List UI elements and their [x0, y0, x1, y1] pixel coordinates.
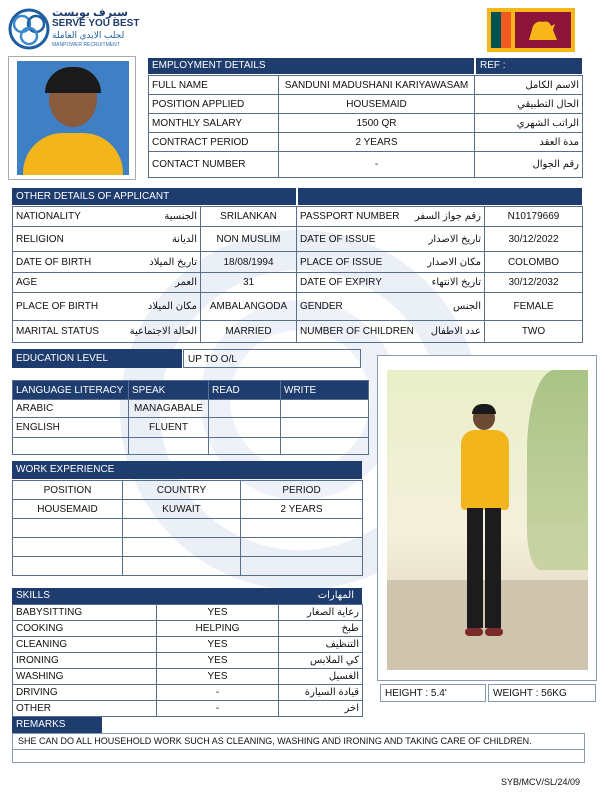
place-of-birth-value: AMBALANGODA [201, 293, 297, 321]
lion-emblem-icon [525, 16, 561, 44]
remarks-header: REMARKS [12, 717, 102, 733]
full-body-photo [377, 355, 597, 699]
date-of-issue-value: 30/12/2022 [485, 227, 583, 252]
skill-driving-label: DRIVING [13, 685, 157, 701]
skill-babysitting-label: BABYSITTING [13, 605, 157, 621]
skill-cooking-value: HELPING [157, 621, 279, 637]
passport-number-label: PASSPORT NUMBER رقم جواز السفر [297, 207, 485, 227]
full-name-arabic: الاسم الكامل [475, 76, 583, 95]
work-period-header: PERIOD [241, 481, 363, 500]
education-level-label: EDUCATION LEVEL [12, 349, 182, 368]
language-arabic: ARABIC [13, 400, 129, 418]
position-applied-label: POSITION APPLIED [149, 95, 279, 114]
english-read [209, 418, 281, 438]
full-name-label: FULL NAME [149, 76, 279, 95]
gender-value: FEMALE [485, 293, 583, 321]
religion-label: RELIGION الديانة [13, 227, 201, 252]
number-of-children-value: TWO [485, 321, 583, 343]
gender-label: GENDER الجنس [297, 293, 485, 321]
contact-number-arabic: رقم الجوال [475, 152, 583, 178]
marital-status-label: MARITAL STATUS الحالة الاجتماعية [13, 321, 201, 343]
ref-header: REF : [476, 58, 582, 74]
weight-value: WEIGHT : 56KG [488, 684, 596, 702]
skills-header-label: SKILLS [16, 590, 50, 601]
contact-number-label: CONTACT NUMBER [149, 152, 279, 178]
employment-table [148, 75, 583, 178]
skills-header [12, 588, 362, 604]
arabic-speak: MANAGABALE [129, 400, 209, 418]
sri-lanka-flag [487, 8, 575, 52]
place-of-issue-value: COLOMBO [485, 252, 583, 273]
skill-washing-arabic: الغسيل [279, 669, 363, 685]
date-of-expiry-value: 30/12/2032 [485, 273, 583, 293]
skill-other-label: OTHER [13, 701, 157, 717]
skill-cooking-arabic: طبخ [279, 621, 363, 637]
skill-cleaning-label: CLEANING [13, 637, 157, 653]
skill-cooking-label: COOKING [13, 621, 157, 637]
age-label: AGE العمر [13, 273, 201, 293]
company-logo [8, 6, 153, 54]
education-level-value: UP TO O/L [183, 349, 361, 368]
marital-status-value: MARRIED [201, 321, 297, 343]
monthly-salary-value: 1500 QR [279, 114, 475, 133]
skill-cleaning-value: YES [157, 637, 279, 653]
contract-period-label: CONTRACT PERIOD [149, 133, 279, 152]
arabic-read [209, 400, 281, 418]
full-name-value: SANDUNI MADUSHANI KARIYAWASAM [279, 76, 475, 95]
logo-arabic: سيرف يوبست [52, 7, 128, 19]
skills-header-arabic: المهارات [317, 590, 354, 601]
work-country-value: KUWAIT [123, 500, 241, 519]
passport-number-value: N10179669 [485, 207, 583, 227]
contract-period-value: 2 YEARS [279, 133, 475, 152]
contract-period-arabic: مدة العقد [475, 133, 583, 152]
position-applied-value: HOUSEMAID [279, 95, 475, 114]
contact-number-value: - [279, 152, 475, 178]
skill-other-arabic: اخر [279, 701, 363, 717]
other-details-table [12, 206, 583, 343]
date-of-birth-label: DATE OF BIRTH تاريخ الميلاد [13, 252, 201, 273]
work-position-value: HOUSEMAID [13, 500, 123, 519]
language-table [12, 380, 369, 455]
monthly-salary-label: MONTHLY SALARY [149, 114, 279, 133]
skill-ironing-arabic: كي الملابس [279, 653, 363, 669]
skill-babysitting-value: YES [157, 605, 279, 621]
work-experience-table [12, 480, 363, 576]
read-header: READ [209, 381, 281, 400]
religion-value: NON MUSLIM [201, 227, 297, 252]
height-value: HEIGHT : 5.4' [380, 684, 486, 702]
logo-english: SERVE YOU BEST [52, 18, 140, 29]
other-details-header: OTHER DETAILS OF APPLICANT [12, 188, 296, 205]
work-position-header: POSITION [13, 481, 123, 500]
remarks-text: SHE CAN DO ALL HOUSEHOLD WORK SUCH AS CLEANING, WASHING AND IRONING AND TAKING CARE OF CHILDREN. [18, 736, 532, 746]
write-header: WRITE [281, 381, 369, 400]
monthly-salary-arabic: الراتب الشهري [475, 114, 583, 133]
skill-babysitting-arabic: رعاية الصغار [279, 605, 363, 621]
skills-table [12, 604, 363, 717]
logo-tagline: MANPOWER RECRUITMENT [52, 42, 120, 48]
english-speak: FLUENT [129, 418, 209, 438]
date-of-issue-label: DATE OF ISSUE تاريخ الاصدار [297, 227, 485, 252]
logo-emblem-icon [8, 8, 50, 50]
arabic-write [281, 400, 369, 418]
nationality-label: NATIONALITY الجنسية [13, 207, 201, 227]
passport-photo [8, 56, 136, 180]
skill-ironing-value: YES [157, 653, 279, 669]
position-applied-arabic: الحال التطبيقي [475, 95, 583, 114]
age-value: 31 [201, 273, 297, 293]
logo-arabic-sub: لجلب الايدي العاملة [52, 30, 125, 40]
work-experience-header: WORK EXPERIENCE [12, 461, 362, 479]
skill-cleaning-arabic: التنظيف [279, 637, 363, 653]
skill-ironing-label: IRONING [13, 653, 157, 669]
other-details-header-right [298, 188, 582, 205]
nationality-value: SRILANKAN [201, 207, 297, 227]
language-english: ENGLISH [13, 418, 129, 438]
skill-other-value: - [157, 701, 279, 717]
work-country-header: COUNTRY [123, 481, 241, 500]
skill-washing-value: YES [157, 669, 279, 685]
place-of-issue-label: PLACE OF ISSUE مكان الاصدار [297, 252, 485, 273]
place-of-birth-label: PLACE OF BIRTH مكان الميلاد [13, 293, 201, 321]
date-of-expiry-label: DATE OF EXPIRY تاريخ الانتهاء [297, 273, 485, 293]
skill-driving-arabic: قيادة السيارة [279, 685, 363, 701]
speak-header: SPEAK [129, 381, 209, 400]
employment-details-header: EMPLOYMENT DETAILS [148, 58, 474, 74]
footer-code: SYB/MCV/SL/24/09 [500, 777, 580, 787]
english-write [281, 418, 369, 438]
work-period-value: 2 YEARS [241, 500, 363, 519]
skill-driving-value: - [157, 685, 279, 701]
language-literacy-header: LANGUAGE LITERACY [13, 381, 129, 400]
skill-washing-label: WASHING [13, 669, 157, 685]
number-of-children-label: NUMBER OF CHILDREN عدد الاطفال [297, 321, 485, 343]
date-of-birth-value: 18/08/1994 [201, 252, 297, 273]
